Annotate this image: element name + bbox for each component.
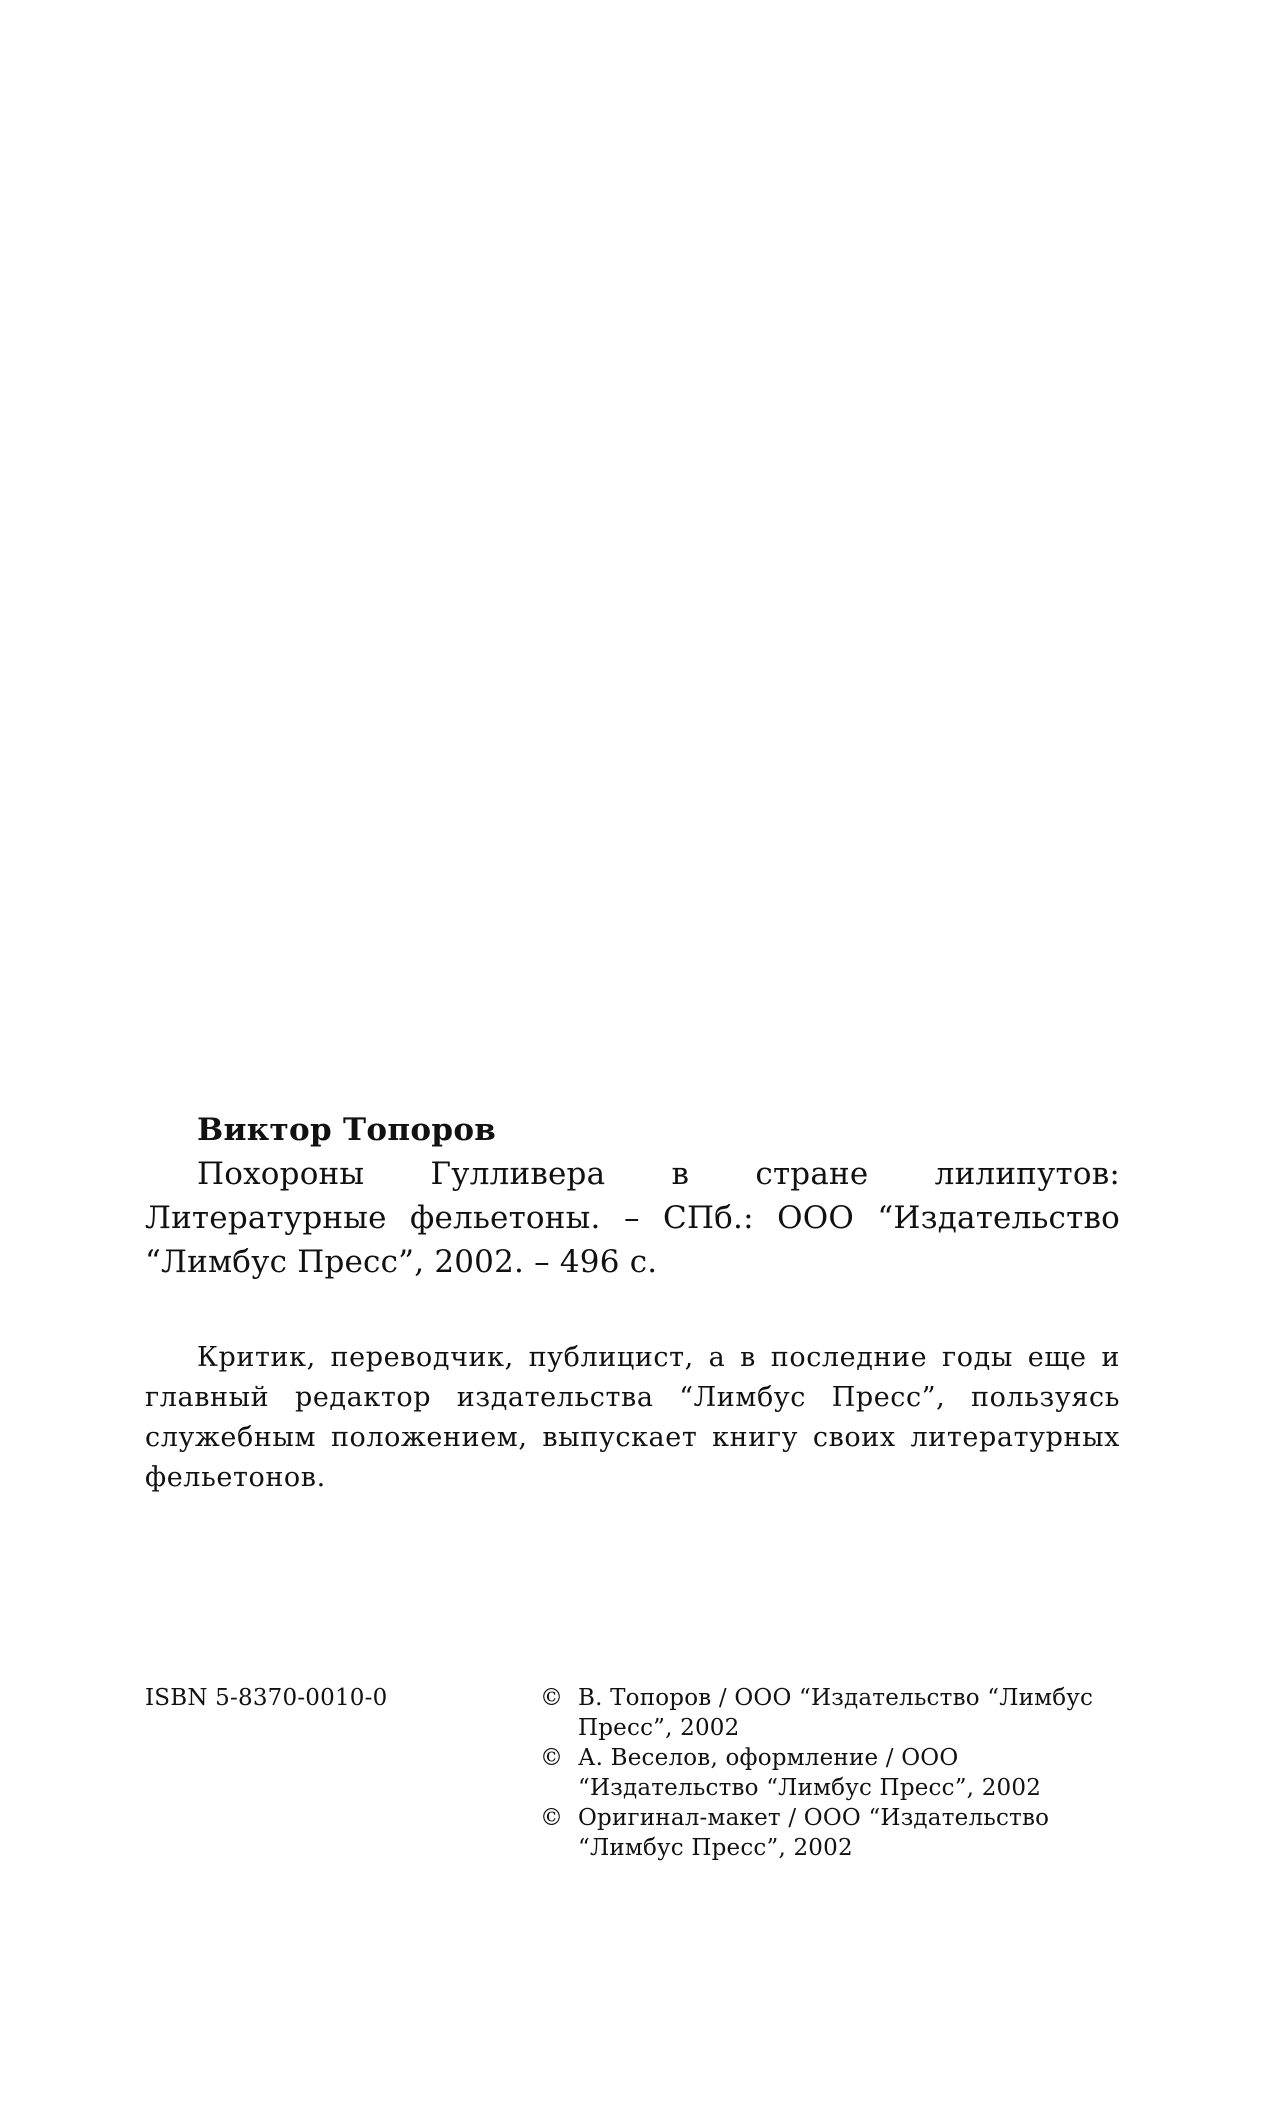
isbn: ISBN 5-8370-0010-0 [145, 1685, 388, 1711]
author-name: Виктор Топоров [197, 1112, 497, 1148]
annotation-text: Критик, переводчик, публицист, а в последние годы еще и главный редактор издательства “Лимбус Пресс”, пользуясь служебным положением, выпускает книгу своих литературных фельетонов. [145, 1342, 1120, 1493]
copyright-sign: © [540, 1745, 564, 1771]
copyright-block [540, 1683, 1110, 1863]
copyright-text: А. Веселов, оформление / ООО “Издательство “Лимбус Пресс”, 2002 [578, 1745, 1042, 1801]
bibliographic-record [145, 1108, 1120, 1284]
copyright-item-layout [540, 1803, 1110, 1863]
copyright-item-author [540, 1683, 1110, 1743]
copyright-text: В. Топоров / ООО “Издательство “Лимбус Пресс”, 2002 [578, 1685, 1094, 1741]
copyright-text: Оригинал-макет / ООО “Издательство “Лимбус Пресс”, 2002 [578, 1805, 1050, 1861]
copyright-sign: © [540, 1805, 564, 1831]
annotation [145, 1338, 1120, 1498]
copyright-sign: © [540, 1685, 564, 1711]
copyright-item-design [540, 1743, 1110, 1803]
bibliographic-description: Похороны Гулливера в стране лилипутов: Литературные фельетоны. – СПб.: ООО “Издательство “Лимбус Пресс”, 2002. – 496 с. [145, 1156, 1120, 1280]
